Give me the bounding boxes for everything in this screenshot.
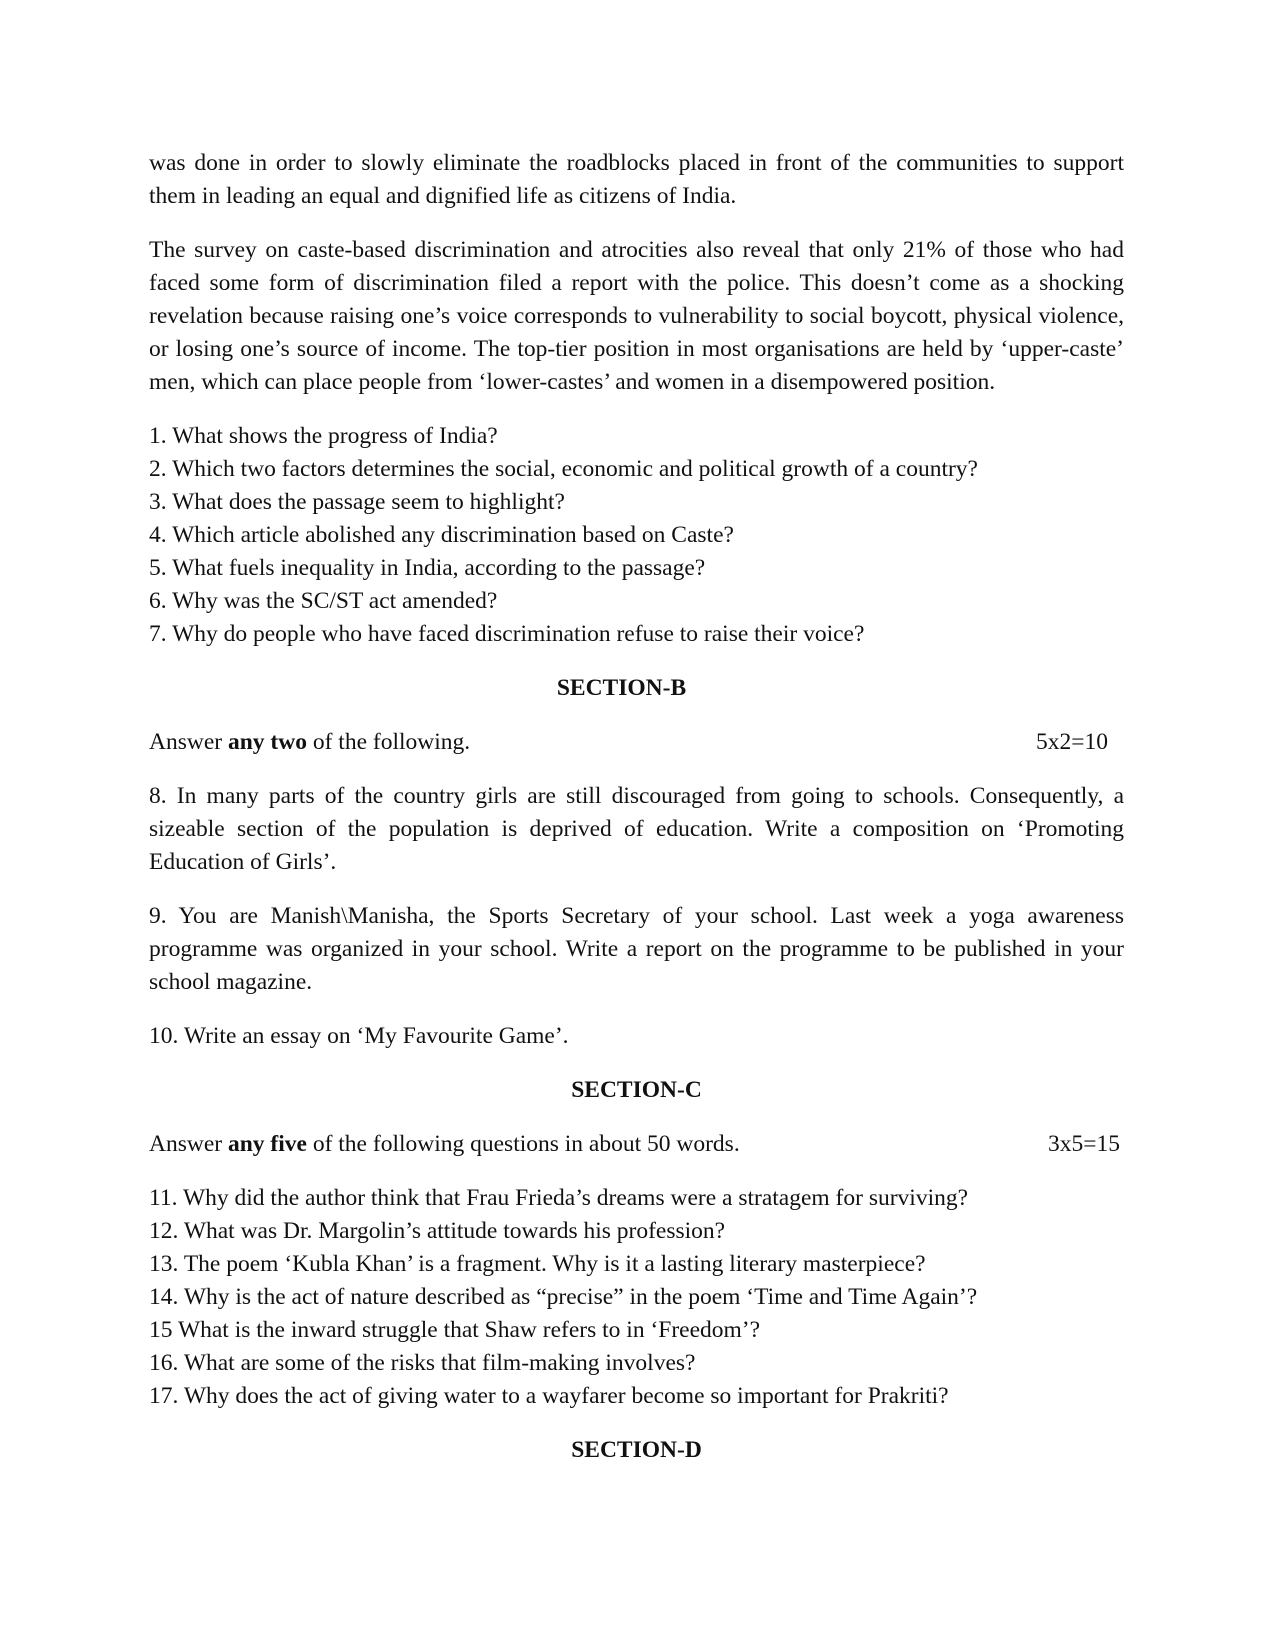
instruction-prefix: Answer bbox=[149, 729, 228, 755]
question-12: 12. What was Dr. Margolin’s attitude towards his profession? bbox=[149, 1218, 726, 1244]
instruction-prefix: Answer bbox=[149, 1131, 228, 1157]
instruction-suffix: of the following questions in about 50 words. bbox=[306, 1131, 740, 1157]
question-7: 7. Why do people who have faced discrimination refuse to raise their voice? bbox=[149, 621, 865, 647]
question-4: 4. Which article abolished any discrimination based on Caste? bbox=[149, 522, 734, 548]
question-3: 3. What does the passage seem to highlight? bbox=[149, 489, 565, 515]
section-c-question-list bbox=[149, 1182, 1124, 1413]
instruction-suffix: of the following. bbox=[306, 729, 471, 755]
question-9: 9. You are Manish\Manisha, the Sports Secretary of your school. Last week a yoga awareness programme was organized in your school. Write a report on the programme to be published in your school magazine. bbox=[149, 903, 1124, 995]
section-c-instruction-text bbox=[149, 1128, 740, 1161]
instruction-emphasis: any two bbox=[227, 729, 307, 755]
question-13: 13. The poem ‘Kubla Khan’ is a fragment. Why is it a lasting literary masterpiece? bbox=[149, 1251, 926, 1277]
section-c-marks: 3x5=15 bbox=[1047, 1131, 1120, 1157]
question-17: 17. Why does the act of giving water to a wayfarer become so important for Prakriti? bbox=[149, 1383, 949, 1409]
question-10: 10. Write an essay on ‘My Favourite Game’. bbox=[149, 1023, 569, 1049]
section-d-heading: SECTION-D bbox=[571, 1437, 702, 1463]
question-15: 15 What is the inward struggle that Shaw refers to in ‘Freedom’? bbox=[149, 1317, 761, 1343]
section-b-heading: SECTION-B bbox=[556, 675, 687, 701]
section-c-heading: SECTION-C bbox=[571, 1077, 702, 1103]
section-a-question-list bbox=[149, 420, 1124, 651]
exam-page bbox=[149, 147, 1124, 1488]
question-8: 8. In many parts of the country girls are still discouraged from going to schools. Consequently, a sizeable section of the population is deprived of education. Write a composition on ‘Promoting Education of Girls’. bbox=[149, 783, 1124, 875]
instruction-emphasis: any five bbox=[227, 1131, 307, 1157]
question-5: 5. What fuels inequality in India, according to the passage? bbox=[149, 555, 706, 581]
question-11: 11. Why did the author think that Frau Frieda’s dreams were a stratagem for surviving? bbox=[149, 1185, 969, 1211]
question-6: 6. Why was the SC/ST act amended? bbox=[149, 588, 498, 614]
question-14: 14. Why is the act of nature described as “precise” in the poem ‘Time and Time Again’? bbox=[149, 1284, 978, 1310]
question-16: 16. What are some of the risks that film-making involves? bbox=[149, 1350, 696, 1376]
passage-paragraph-1: was done in order to slowly eliminate the roadblocks placed in front of the communities to support them in leading an equal and dignified life as citizens of India. bbox=[149, 150, 1124, 209]
section-b-instructions bbox=[149, 726, 1124, 759]
question-2: 2. Which two factors determines the social, economic and political growth of a country? bbox=[149, 456, 978, 482]
question-1: 1. What shows the progress of India? bbox=[149, 423, 498, 449]
section-b-instruction-text bbox=[149, 726, 470, 759]
passage-paragraph-2: The survey on caste-based discrimination and atrocities also reveal that only 21% of those who had faced some form of discrimination filed a report with the police. This doesn’t come as a shocking revelation because raising one’s voice corresponds to vulnerability to social boycott, physical violence, or losing one’s source of income. The top-tier position in most organisations are held by ‘upper-caste’ men, which can place people from ‘lower-castes’ and women in a disempowered position. bbox=[149, 237, 1124, 395]
section-b-marks: 5x2=10 bbox=[1035, 729, 1108, 755]
section-c-instructions bbox=[149, 1128, 1124, 1161]
